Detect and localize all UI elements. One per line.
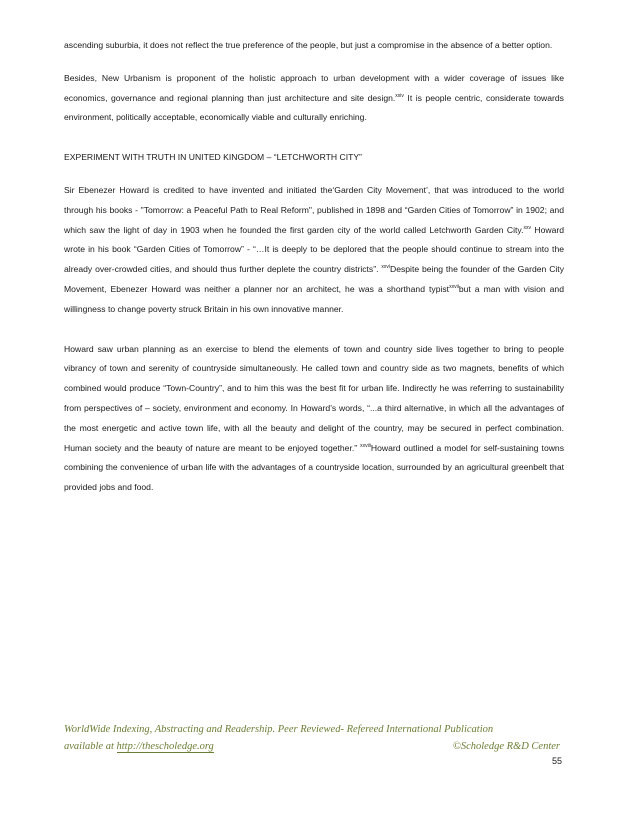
footer-link[interactable]: http://thescholedge.org bbox=[116, 741, 214, 752]
paragraph-2: Besides, New Urbanism is proponent of the holistic approach to urban development with a wider coverage of issues like economics, governance and regional planning than just architecture and site design.$^{xxiv}$ It is people centric, considerate towards environment, politically acceptable, economically viable and culturally enriching. bbox=[64, 72, 564, 123]
footnote-ref: xxvi bbox=[381, 264, 390, 271]
section-heading: EXPERIMENT WITH TRUTH IN UNITED KINGDOM – “LETCHWORTH CITY” bbox=[64, 152, 362, 163]
paragraph-4: Howard saw urban planning as an exercise to blend the elements of town and country side lives together to bring to people vibrancy of town and serenity of countryside simultaneously. He called town and country side as two magnets, benefits of which combined would produce “Town-Country”, and to him this was the best fit for urban life. Indirectly he was referring to sustainability from perspectives of – society, environment and economy. In Howard’s words, “...a third alternative, in which all the advantages of the most energetic and active town life, with all the beauty and delight of the country, may be secured in perfect combination. Human society and the beauty of nature are meant to be enjoyed together.” $^{xxviii}$Howard outlined a model for self-sustaining towns combining the convenience of urban life with the advantages of a countryside location, surrounded by an agricultural greenbelt that provided jobs and food. bbox=[64, 343, 565, 493]
footnote-ref: xxv bbox=[523, 224, 531, 231]
page-footer bbox=[64, 721, 564, 755]
footnote-ref: xxviii bbox=[360, 442, 371, 449]
footnote-ref: xxvii bbox=[449, 284, 459, 291]
paragraph-3: Sir Ebenezer Howard is credited to have invented and initiated the‘Garden City Movement’, that was introduced to the world through his books - "Tomorrow: a Peaceful Path to Real Reform", published in 1898 and “Garden Cities of Tomorrow” in 1902; and which saw the light of day in 1903 when he founded the first garden city of the world called Letchworth Garden City.$^{xxv}$ Howard wrote in his book “Garden Cities of Tomorrow” - “…It is deeply to be deplored that the people should continue to stream into the already over-crowded cities, and should thus further deplete the country districts”. $^{xxvi}$Despite being the founder of the Garden City Movement, Ebenezer Howard was neither a planner nor an architect, he was a shorthand typist$^{xxvii}$but a man with vision and willingness to change poverty struck Britain in his own innovative manner. bbox=[64, 184, 564, 314]
footer-line-2: available at http://thescholedge.org ©Scholedge R&D Center bbox=[64, 738, 564, 755]
paragraph-1: ascending suburbia, it does not reflect the true preference of the people, but just a compromise in the absence of a better option. bbox=[64, 40, 553, 50]
footer-line-1: WorldWide Indexing, Abstracting and Readership. Peer Reviewed- Refereed International Publication bbox=[64, 724, 494, 735]
footer-copyright: ©Scholedge R&D Center bbox=[452, 741, 560, 752]
footnote-ref: xxiv bbox=[395, 92, 404, 99]
page-number: 55 bbox=[551, 756, 562, 766]
body-text bbox=[64, 36, 564, 498]
